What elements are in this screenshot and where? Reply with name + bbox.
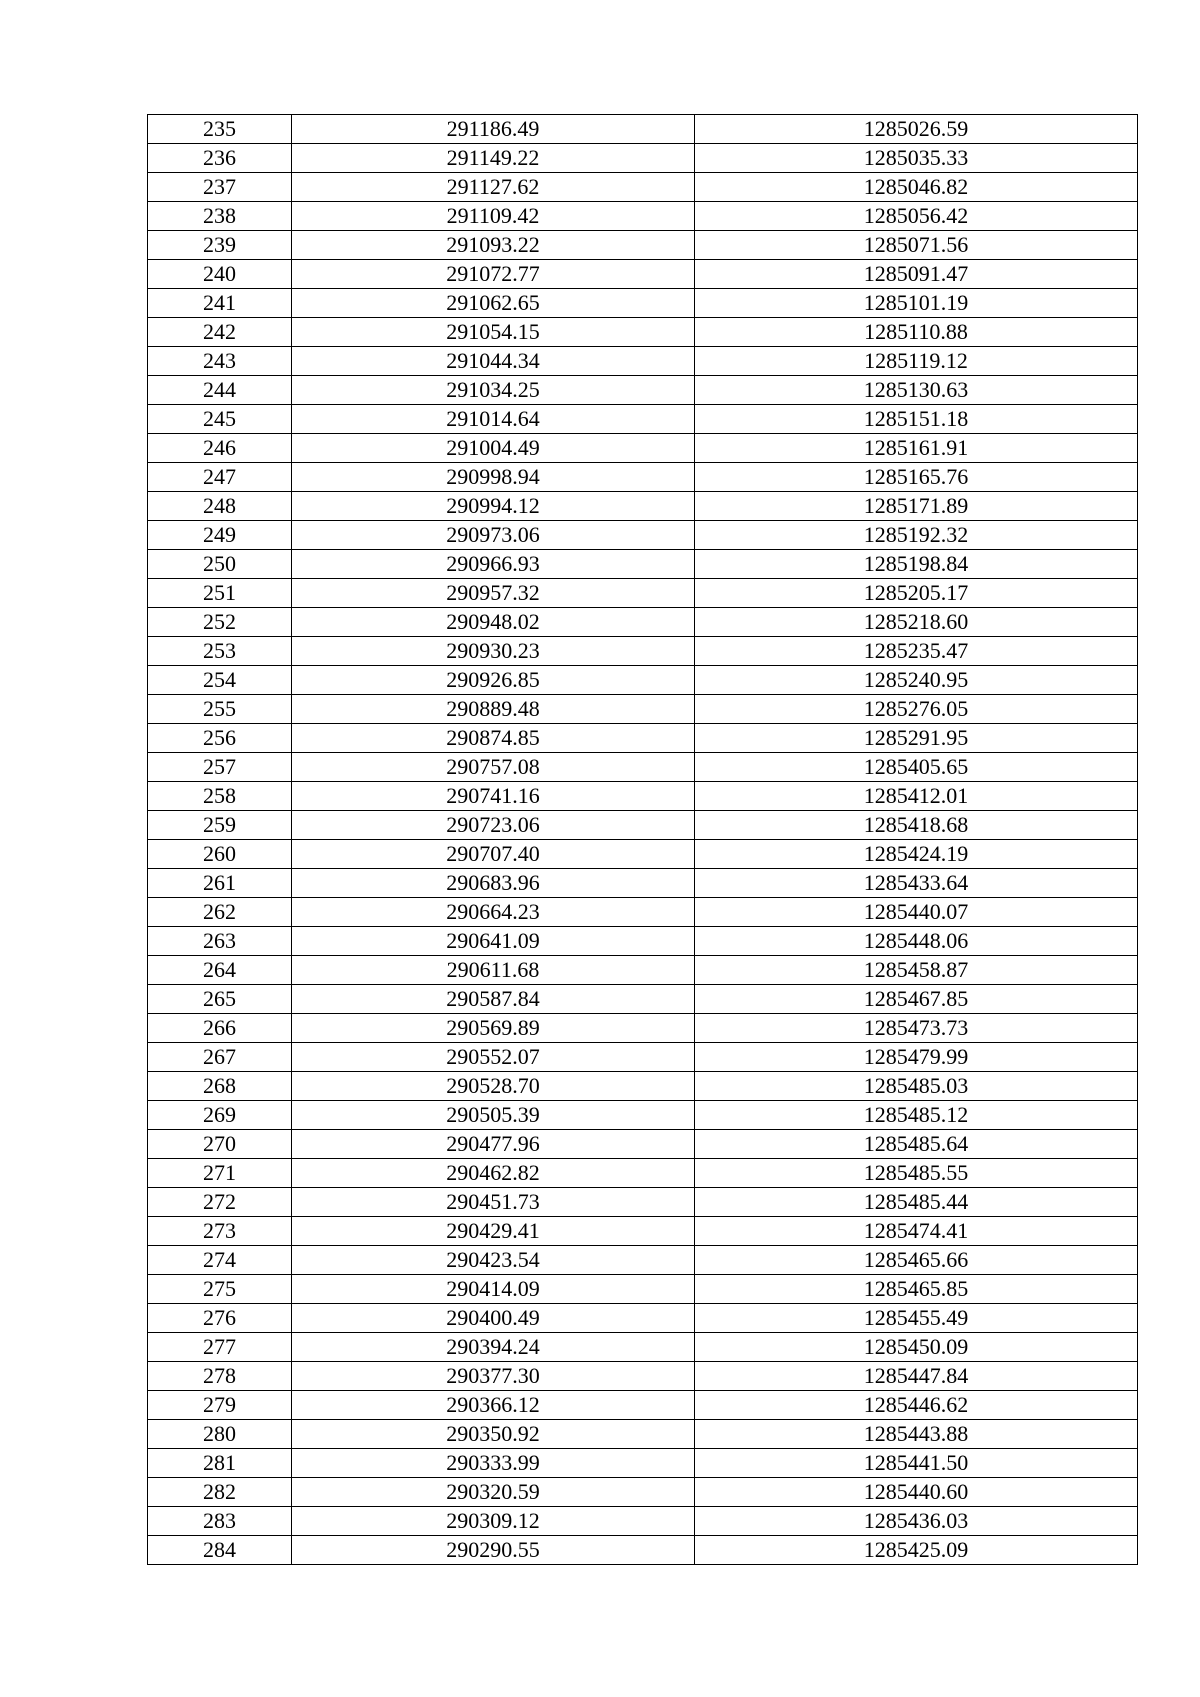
point-number-cell: 269 xyxy=(148,1101,292,1130)
y-coordinate-cell: 1285110.88 xyxy=(695,318,1138,347)
x-coordinate-cell: 290757.08 xyxy=(292,753,695,782)
point-number-cell: 238 xyxy=(148,202,292,231)
y-coordinate-cell: 1285218.60 xyxy=(695,608,1138,637)
x-coordinate-cell: 290889.48 xyxy=(292,695,695,724)
point-number-cell: 253 xyxy=(148,637,292,666)
y-coordinate-cell: 1285474.41 xyxy=(695,1217,1138,1246)
point-number-cell: 250 xyxy=(148,550,292,579)
x-coordinate-cell: 290641.09 xyxy=(292,927,695,956)
y-coordinate-cell: 1285485.55 xyxy=(695,1159,1138,1188)
y-coordinate-cell: 1285465.66 xyxy=(695,1246,1138,1275)
point-number-cell: 244 xyxy=(148,376,292,405)
point-number-cell: 274 xyxy=(148,1246,292,1275)
x-coordinate-cell: 291127.62 xyxy=(292,173,695,202)
point-number-cell: 262 xyxy=(148,898,292,927)
table-row xyxy=(148,347,1138,376)
point-number-cell: 237 xyxy=(148,173,292,202)
point-number-cell: 273 xyxy=(148,1217,292,1246)
point-number-cell: 265 xyxy=(148,985,292,1014)
x-coordinate-cell: 291149.22 xyxy=(292,144,695,173)
x-coordinate-cell: 291072.77 xyxy=(292,260,695,289)
x-coordinate-cell: 290377.30 xyxy=(292,1362,695,1391)
y-coordinate-cell: 1285240.95 xyxy=(695,666,1138,695)
x-coordinate-cell: 290552.07 xyxy=(292,1043,695,1072)
x-coordinate-cell: 290569.89 xyxy=(292,1014,695,1043)
table-row xyxy=(148,811,1138,840)
x-coordinate-cell: 290930.23 xyxy=(292,637,695,666)
point-number-cell: 283 xyxy=(148,1507,292,1536)
x-coordinate-cell: 290664.23 xyxy=(292,898,695,927)
x-coordinate-cell: 291054.15 xyxy=(292,318,695,347)
x-coordinate-cell: 290707.40 xyxy=(292,840,695,869)
table-row xyxy=(148,666,1138,695)
point-number-cell: 235 xyxy=(148,115,292,144)
point-number-cell: 280 xyxy=(148,1420,292,1449)
y-coordinate-cell: 1285436.03 xyxy=(695,1507,1138,1536)
table-row xyxy=(148,927,1138,956)
y-coordinate-cell: 1285235.47 xyxy=(695,637,1138,666)
x-coordinate-cell: 290350.92 xyxy=(292,1420,695,1449)
coordinate-table xyxy=(147,114,1138,1565)
x-coordinate-cell: 290505.39 xyxy=(292,1101,695,1130)
point-number-cell: 263 xyxy=(148,927,292,956)
point-number-cell: 256 xyxy=(148,724,292,753)
y-coordinate-cell: 1285473.73 xyxy=(695,1014,1138,1043)
table-row xyxy=(148,405,1138,434)
point-number-cell: 257 xyxy=(148,753,292,782)
table-row xyxy=(148,1246,1138,1275)
x-coordinate-cell: 290994.12 xyxy=(292,492,695,521)
y-coordinate-cell: 1285412.01 xyxy=(695,782,1138,811)
point-number-cell: 275 xyxy=(148,1275,292,1304)
x-coordinate-cell: 291034.25 xyxy=(292,376,695,405)
x-coordinate-cell: 290290.55 xyxy=(292,1536,695,1565)
point-number-cell: 267 xyxy=(148,1043,292,1072)
point-number-cell: 248 xyxy=(148,492,292,521)
point-number-cell: 252 xyxy=(148,608,292,637)
point-number-cell: 246 xyxy=(148,434,292,463)
x-coordinate-cell: 290966.93 xyxy=(292,550,695,579)
y-coordinate-cell: 1285198.84 xyxy=(695,550,1138,579)
y-coordinate-cell: 1285433.64 xyxy=(695,869,1138,898)
table-row xyxy=(148,376,1138,405)
point-number-cell: 284 xyxy=(148,1536,292,1565)
table-row xyxy=(148,1420,1138,1449)
point-number-cell: 271 xyxy=(148,1159,292,1188)
x-coordinate-cell: 291109.42 xyxy=(292,202,695,231)
table-row xyxy=(148,1478,1138,1507)
table-row xyxy=(148,1188,1138,1217)
y-coordinate-cell: 1285056.42 xyxy=(695,202,1138,231)
x-coordinate-cell: 290400.49 xyxy=(292,1304,695,1333)
table-row xyxy=(148,550,1138,579)
point-number-cell: 242 xyxy=(148,318,292,347)
table-row xyxy=(148,260,1138,289)
y-coordinate-cell: 1285447.84 xyxy=(695,1362,1138,1391)
x-coordinate-cell: 290741.16 xyxy=(292,782,695,811)
point-number-cell: 261 xyxy=(148,869,292,898)
y-coordinate-cell: 1285446.62 xyxy=(695,1391,1138,1420)
y-coordinate-cell: 1285130.63 xyxy=(695,376,1138,405)
point-number-cell: 259 xyxy=(148,811,292,840)
table-row xyxy=(148,1536,1138,1565)
table-row xyxy=(148,144,1138,173)
table-row xyxy=(148,1072,1138,1101)
x-coordinate-cell: 290333.99 xyxy=(292,1449,695,1478)
y-coordinate-cell: 1285485.64 xyxy=(695,1130,1138,1159)
point-number-cell: 272 xyxy=(148,1188,292,1217)
y-coordinate-cell: 1285455.49 xyxy=(695,1304,1138,1333)
x-coordinate-cell: 290528.70 xyxy=(292,1072,695,1101)
table-row xyxy=(148,1449,1138,1478)
y-coordinate-cell: 1285465.85 xyxy=(695,1275,1138,1304)
point-number-cell: 245 xyxy=(148,405,292,434)
x-coordinate-cell: 291093.22 xyxy=(292,231,695,260)
table-row xyxy=(148,1391,1138,1420)
point-number-cell: 243 xyxy=(148,347,292,376)
x-coordinate-cell: 290683.96 xyxy=(292,869,695,898)
x-coordinate-cell: 290957.32 xyxy=(292,579,695,608)
table-row xyxy=(148,202,1138,231)
y-coordinate-cell: 1285441.50 xyxy=(695,1449,1138,1478)
point-number-cell: 278 xyxy=(148,1362,292,1391)
point-number-cell: 260 xyxy=(148,840,292,869)
table-row xyxy=(148,1159,1138,1188)
x-coordinate-cell: 290477.96 xyxy=(292,1130,695,1159)
y-coordinate-cell: 1285151.18 xyxy=(695,405,1138,434)
y-coordinate-cell: 1285091.47 xyxy=(695,260,1138,289)
x-coordinate-cell: 290973.06 xyxy=(292,521,695,550)
x-coordinate-cell: 290998.94 xyxy=(292,463,695,492)
y-coordinate-cell: 1285161.91 xyxy=(695,434,1138,463)
point-number-cell: 255 xyxy=(148,695,292,724)
point-number-cell: 270 xyxy=(148,1130,292,1159)
coordinate-table-body xyxy=(148,115,1138,1565)
y-coordinate-cell: 1285046.82 xyxy=(695,173,1138,202)
y-coordinate-cell: 1285418.68 xyxy=(695,811,1138,840)
x-coordinate-cell: 290309.12 xyxy=(292,1507,695,1536)
table-row xyxy=(148,956,1138,985)
x-coordinate-cell: 291014.64 xyxy=(292,405,695,434)
point-number-cell: 266 xyxy=(148,1014,292,1043)
point-number-cell: 249 xyxy=(148,521,292,550)
x-coordinate-cell: 291062.65 xyxy=(292,289,695,318)
x-coordinate-cell: 291186.49 xyxy=(292,115,695,144)
x-coordinate-cell: 290611.68 xyxy=(292,956,695,985)
point-number-cell: 281 xyxy=(148,1449,292,1478)
table-row xyxy=(148,1130,1138,1159)
table-row xyxy=(148,318,1138,347)
x-coordinate-cell: 290429.41 xyxy=(292,1217,695,1246)
table-row xyxy=(148,724,1138,753)
y-coordinate-cell: 1285192.32 xyxy=(695,521,1138,550)
table-row xyxy=(148,463,1138,492)
table-row xyxy=(148,173,1138,202)
table-row xyxy=(148,492,1138,521)
x-coordinate-cell: 290723.06 xyxy=(292,811,695,840)
y-coordinate-cell: 1285450.09 xyxy=(695,1333,1138,1362)
table-row xyxy=(148,1333,1138,1362)
y-coordinate-cell: 1285440.07 xyxy=(695,898,1138,927)
y-coordinate-cell: 1285165.76 xyxy=(695,463,1138,492)
y-coordinate-cell: 1285443.88 xyxy=(695,1420,1138,1449)
y-coordinate-cell: 1285425.09 xyxy=(695,1536,1138,1565)
table-row xyxy=(148,1217,1138,1246)
point-number-cell: 264 xyxy=(148,956,292,985)
table-row xyxy=(148,579,1138,608)
x-coordinate-cell: 290587.84 xyxy=(292,985,695,1014)
y-coordinate-cell: 1285291.95 xyxy=(695,724,1138,753)
point-number-cell: 282 xyxy=(148,1478,292,1507)
table-row xyxy=(148,1507,1138,1536)
y-coordinate-cell: 1285424.19 xyxy=(695,840,1138,869)
x-coordinate-cell: 290394.24 xyxy=(292,1333,695,1362)
x-coordinate-cell: 290320.59 xyxy=(292,1478,695,1507)
y-coordinate-cell: 1285171.89 xyxy=(695,492,1138,521)
table-row xyxy=(148,289,1138,318)
table-row xyxy=(148,898,1138,927)
x-coordinate-cell: 290948.02 xyxy=(292,608,695,637)
point-number-cell: 268 xyxy=(148,1072,292,1101)
y-coordinate-cell: 1285458.87 xyxy=(695,956,1138,985)
y-coordinate-cell: 1285101.19 xyxy=(695,289,1138,318)
table-row xyxy=(148,869,1138,898)
x-coordinate-cell: 291044.34 xyxy=(292,347,695,376)
table-row xyxy=(148,1014,1138,1043)
point-number-cell: 277 xyxy=(148,1333,292,1362)
table-row xyxy=(148,1362,1138,1391)
x-coordinate-cell: 290423.54 xyxy=(292,1246,695,1275)
table-row xyxy=(148,695,1138,724)
table-row xyxy=(148,840,1138,869)
table-row xyxy=(148,231,1138,260)
y-coordinate-cell: 1285071.56 xyxy=(695,231,1138,260)
y-coordinate-cell: 1285405.65 xyxy=(695,753,1138,782)
table-row xyxy=(148,115,1138,144)
y-coordinate-cell: 1285205.17 xyxy=(695,579,1138,608)
y-coordinate-cell: 1285448.06 xyxy=(695,927,1138,956)
point-number-cell: 276 xyxy=(148,1304,292,1333)
x-coordinate-cell: 291004.49 xyxy=(292,434,695,463)
table-row xyxy=(148,434,1138,463)
x-coordinate-cell: 290462.82 xyxy=(292,1159,695,1188)
x-coordinate-cell: 290414.09 xyxy=(292,1275,695,1304)
y-coordinate-cell: 1285119.12 xyxy=(695,347,1138,376)
point-number-cell: 258 xyxy=(148,782,292,811)
point-number-cell: 251 xyxy=(148,579,292,608)
table-row xyxy=(148,521,1138,550)
y-coordinate-cell: 1285035.33 xyxy=(695,144,1138,173)
y-coordinate-cell: 1285485.12 xyxy=(695,1101,1138,1130)
table-row xyxy=(148,637,1138,666)
table-row xyxy=(148,1043,1138,1072)
point-number-cell: 239 xyxy=(148,231,292,260)
point-number-cell: 241 xyxy=(148,289,292,318)
table-row xyxy=(148,782,1138,811)
y-coordinate-cell: 1285485.03 xyxy=(695,1072,1138,1101)
x-coordinate-cell: 290451.73 xyxy=(292,1188,695,1217)
table-row xyxy=(148,1275,1138,1304)
point-number-cell: 279 xyxy=(148,1391,292,1420)
point-number-cell: 254 xyxy=(148,666,292,695)
point-number-cell: 240 xyxy=(148,260,292,289)
table-row xyxy=(148,608,1138,637)
y-coordinate-cell: 1285467.85 xyxy=(695,985,1138,1014)
y-coordinate-cell: 1285440.60 xyxy=(695,1478,1138,1507)
point-number-cell: 236 xyxy=(148,144,292,173)
table-row xyxy=(148,753,1138,782)
table-row xyxy=(148,1101,1138,1130)
x-coordinate-cell: 290926.85 xyxy=(292,666,695,695)
y-coordinate-cell: 1285479.99 xyxy=(695,1043,1138,1072)
table-row xyxy=(148,985,1138,1014)
y-coordinate-cell: 1285026.59 xyxy=(695,115,1138,144)
y-coordinate-cell: 1285276.05 xyxy=(695,695,1138,724)
y-coordinate-cell: 1285485.44 xyxy=(695,1188,1138,1217)
x-coordinate-cell: 290366.12 xyxy=(292,1391,695,1420)
x-coordinate-cell: 290874.85 xyxy=(292,724,695,753)
point-number-cell: 247 xyxy=(148,463,292,492)
table-row xyxy=(148,1304,1138,1333)
